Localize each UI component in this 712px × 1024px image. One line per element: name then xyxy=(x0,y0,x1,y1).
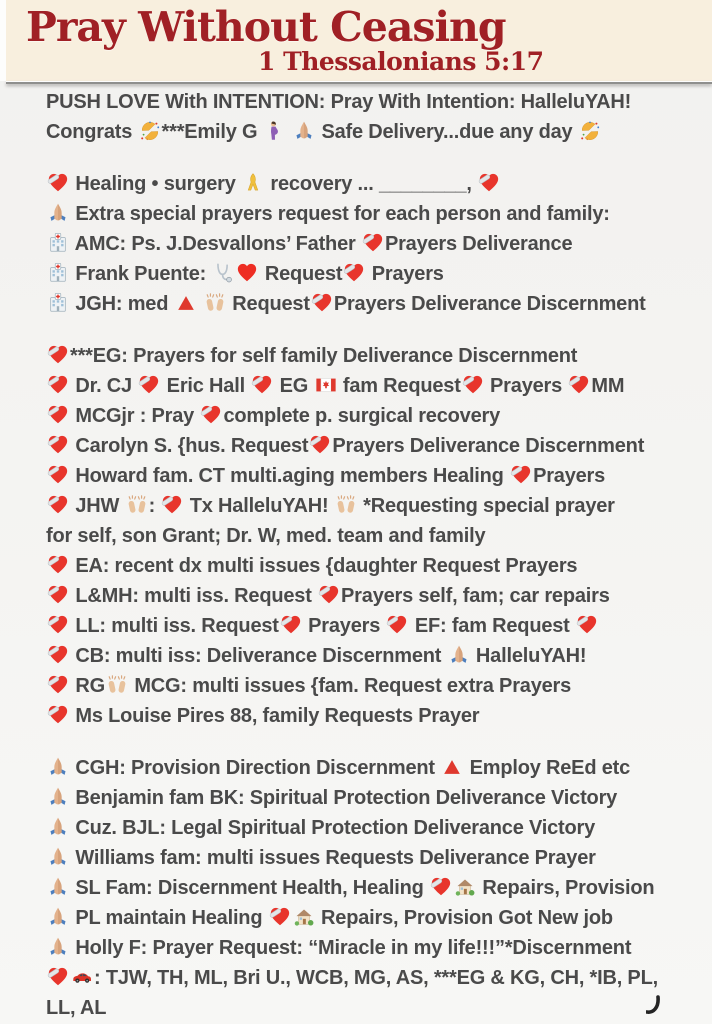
prayer-line xyxy=(46,551,702,581)
red-triangle-icon xyxy=(175,292,197,314)
header-divider xyxy=(6,81,712,84)
line-text: Congrats xyxy=(46,121,138,143)
prayer-line xyxy=(46,873,702,903)
verse-reference: 1 Thessalonians 5:17 xyxy=(258,47,544,76)
line-text: AMC: Ps. J.Desvallons’ Father xyxy=(70,233,361,255)
line-text: MM xyxy=(591,375,625,397)
folded-hands-icon xyxy=(47,202,69,224)
line-text: Carolyn S. {hus. Request xyxy=(70,435,309,457)
line-text: Holly F: Prayer Request: “Miracle in my life!!!”*Discernment xyxy=(70,937,632,959)
prayer-line xyxy=(46,169,702,199)
line-text: Employ ReEd etc xyxy=(464,757,631,779)
line-text: Repairs, Provision xyxy=(477,877,655,899)
line-text: EF: fam Request xyxy=(409,615,576,637)
reminder-ribbon-icon xyxy=(242,172,264,194)
folded-hands-icon xyxy=(47,936,69,958)
line-text: Prayers xyxy=(366,263,444,285)
folded-hands-icon xyxy=(293,120,315,142)
line-text: Request xyxy=(226,293,310,315)
mending-heart-icon xyxy=(47,374,69,396)
mending-heart-icon xyxy=(478,172,500,194)
prayer-line xyxy=(46,903,702,933)
prayer-line xyxy=(46,963,702,993)
canada-flag-icon xyxy=(315,374,337,396)
line-text: RG xyxy=(70,675,105,697)
line-text: Extra special prayers request for each person and family: xyxy=(70,203,610,225)
raised-hands-icon xyxy=(106,674,128,696)
line-text: PUSH LOVE With INTENTION: Pray With Intention: HalleluYAH! xyxy=(46,91,632,113)
mending-heart-icon xyxy=(251,374,273,396)
line-text: complete p. surgical recovery xyxy=(223,405,501,427)
hospital-icon xyxy=(47,232,69,254)
confetti-ball-icon xyxy=(139,120,161,142)
red-heart-icon xyxy=(236,262,258,284)
mending-heart-icon xyxy=(362,232,384,254)
line-text: Healing • surgery xyxy=(70,173,242,195)
line-text: Benjamin fam BK: Spiritual Protection Deliverance Victory xyxy=(70,787,618,809)
mending-heart-icon xyxy=(47,404,69,426)
mending-heart-icon xyxy=(161,494,183,516)
line-text: Ms Louise Pires 88, family Requests Prayer xyxy=(70,705,480,727)
line-text: Prayers Deliverance Discernment xyxy=(333,293,646,315)
folded-hands-icon xyxy=(47,846,69,868)
house-garden-icon xyxy=(293,906,315,928)
line-text: Repairs, Provision Got New job xyxy=(315,907,613,929)
mending-heart-icon xyxy=(386,614,408,636)
house-garden-icon xyxy=(454,876,476,898)
line-text xyxy=(287,121,292,143)
prayer-line xyxy=(46,783,702,813)
prayer-line xyxy=(46,117,702,147)
prayer-line xyxy=(46,341,702,371)
line-text: Eric Hall xyxy=(161,375,251,397)
prayer-line xyxy=(46,813,702,843)
line-text: L&MH: multi iss. Request xyxy=(70,585,318,607)
prayer-line xyxy=(46,993,702,1023)
line-text: ***Emily G xyxy=(161,121,263,143)
line-text: *Requesting special prayer xyxy=(357,495,615,517)
prayer-line xyxy=(46,581,702,611)
line-text: Cuz. BJL: Legal Spiritual Protection Deliverance Victory xyxy=(70,817,596,839)
line-text: JHW xyxy=(70,495,125,517)
prayer-line xyxy=(46,641,702,671)
prayer-line xyxy=(46,431,702,461)
confetti-ball-icon xyxy=(579,120,601,142)
line-text: ***EG: Prayers for self family Deliverance Discernment xyxy=(70,345,578,367)
line-text: fam Request xyxy=(337,375,461,397)
mending-heart-icon xyxy=(138,374,160,396)
line-text: Prayers self, fam; car repairs xyxy=(341,585,610,607)
mending-heart-icon xyxy=(47,644,69,666)
line-text: Williams fam: multi issues Requests Deliverance Prayer xyxy=(70,847,596,869)
line-text: Frank Puente: xyxy=(70,263,212,285)
prayer-line xyxy=(46,199,702,229)
line-text: Howard fam. CT multi.aging members Healing xyxy=(70,465,510,487)
line-text: PL maintain Healing xyxy=(70,907,268,929)
mending-heart-icon xyxy=(269,906,291,928)
red-triangle-icon xyxy=(441,756,463,778)
hospital-icon xyxy=(47,292,69,314)
line-text: MCG: multi issues {fam. Request extra Prayers xyxy=(128,675,572,697)
mending-heart-icon xyxy=(47,464,69,486)
red-car-icon xyxy=(71,966,93,988)
mending-heart-icon xyxy=(430,876,452,898)
prayer-line xyxy=(46,461,702,491)
prayer-line xyxy=(46,753,702,783)
mending-heart-icon xyxy=(47,434,69,456)
mending-heart-icon xyxy=(568,374,590,396)
folded-hands-icon xyxy=(47,786,69,808)
prayer-line xyxy=(46,229,702,259)
prayer-line xyxy=(46,259,702,289)
folded-hands-icon xyxy=(47,906,69,928)
mending-heart-icon xyxy=(309,434,331,456)
mending-heart-icon xyxy=(576,614,598,636)
raised-hands-icon xyxy=(335,494,357,516)
mending-heart-icon xyxy=(318,584,340,606)
mending-heart-icon xyxy=(200,404,222,426)
hospital-icon xyxy=(47,262,69,284)
mending-heart-icon xyxy=(280,614,302,636)
line-text: LL, AL xyxy=(46,997,107,1019)
line-text: EG xyxy=(274,375,314,397)
line-text: LL: multi iss. Request xyxy=(70,615,279,637)
page-header xyxy=(0,0,712,81)
line-text: Request xyxy=(259,263,343,285)
line-text: MCGjr : Pray xyxy=(70,405,200,427)
mending-heart-icon xyxy=(47,554,69,576)
line-text: SL Fam: Discernment Health, Healing xyxy=(70,877,429,899)
mending-heart-icon xyxy=(47,704,69,726)
stethoscope-icon xyxy=(212,262,234,284)
folded-hands-icon xyxy=(448,644,470,666)
prayer-line xyxy=(46,401,702,431)
line-text xyxy=(198,293,203,315)
pregnant-woman-icon xyxy=(264,120,286,142)
raised-hands-icon xyxy=(204,292,226,314)
prayer-line xyxy=(46,671,702,701)
mending-heart-icon xyxy=(343,262,365,284)
prayer-line xyxy=(46,371,702,401)
folded-hands-icon xyxy=(47,816,69,838)
mending-heart-icon xyxy=(47,674,69,696)
line-text: for self, son Grant; Dr. W, med. team and family xyxy=(46,525,486,547)
mending-heart-icon xyxy=(47,966,69,988)
prayer-line xyxy=(46,701,702,731)
line-text: Prayers xyxy=(302,615,386,637)
line-text: : TJW, TH, ML, Bri U., WCB, MG, AS, ***EG & KG, CH, *IB, PL, xyxy=(94,967,658,989)
folded-hands-icon xyxy=(47,876,69,898)
prayer-line xyxy=(46,491,702,521)
mending-heart-icon xyxy=(47,344,69,366)
prayer-line xyxy=(46,611,702,641)
prayer-lines-container xyxy=(0,81,712,1023)
mending-heart-icon xyxy=(47,584,69,606)
prayer-line xyxy=(46,87,702,117)
page-title: Pray Without Ceasing xyxy=(26,3,506,51)
line-text: recovery ... ________, xyxy=(265,173,478,195)
line-text: HalleluYAH! xyxy=(470,645,587,667)
line-text: Prayers Deliverance xyxy=(384,233,573,255)
mending-heart-icon xyxy=(47,172,69,194)
prayer-line xyxy=(46,521,702,551)
prayer-line xyxy=(46,289,702,319)
line-text: CB: multi iss: Deliverance Discernment xyxy=(70,645,447,667)
line-text: Safe Delivery...due any day xyxy=(316,121,578,143)
stray-pen-mark-icon xyxy=(646,995,662,1020)
line-text: EA: recent dx multi issues {daughter Request Prayers xyxy=(70,555,578,577)
line-text: Prayers xyxy=(484,375,568,397)
mending-heart-icon xyxy=(510,464,532,486)
line-text: Prayers Deliverance Discernment xyxy=(332,435,645,457)
mending-heart-icon xyxy=(311,292,333,314)
raised-hands-icon xyxy=(126,494,148,516)
line-text: Dr. CJ xyxy=(70,375,138,397)
line-text: CGH: Provision Direction Discernment xyxy=(70,757,441,779)
line-text: Prayers xyxy=(533,465,606,487)
line-text: JGH: med xyxy=(70,293,174,315)
mending-heart-icon xyxy=(47,614,69,636)
prayer-line xyxy=(46,843,702,873)
mending-heart-icon xyxy=(462,374,484,396)
prayer-line xyxy=(46,933,702,963)
line-text: Tx HalleluYAH! xyxy=(184,495,334,517)
folded-hands-icon xyxy=(47,756,69,778)
line-text: : xyxy=(148,495,161,517)
mending-heart-icon xyxy=(47,494,69,516)
